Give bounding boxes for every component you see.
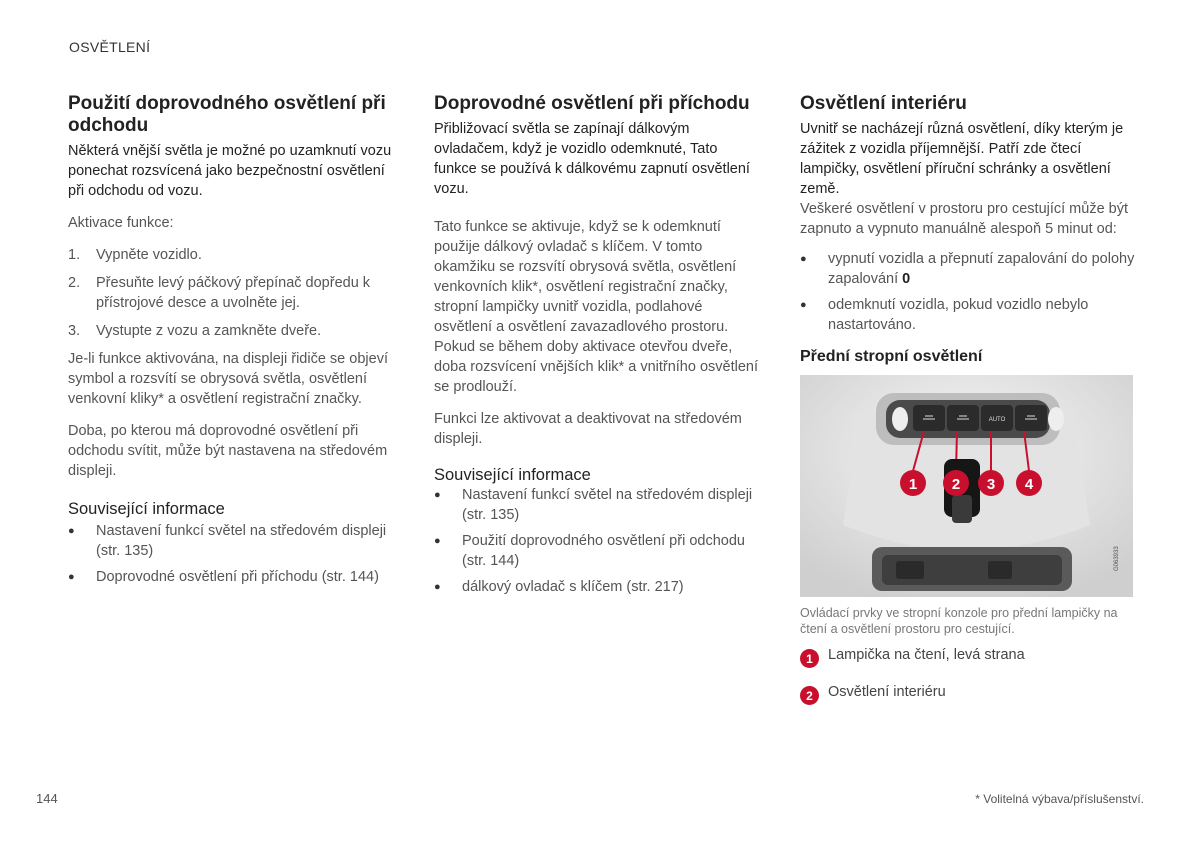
marker-4: [1016, 470, 1042, 496]
bullet-icon: ●: [434, 535, 441, 547]
legend: [800, 645, 1135, 705]
related-link[interactable]: ● Doprovodné osvětlení při příchodu (str. 144): [68, 569, 379, 585]
bullet-icon: ●: [800, 299, 807, 311]
column-departure-lighting: [68, 93, 398, 593]
bullet-icon: ●: [434, 489, 441, 501]
related-link[interactable]: ● Nastavení funkcí světel na středovém displeji (str. 135): [434, 487, 753, 523]
lead-paragraph: Uvnitř se nacházejí různá osvětlení, díky kterým je zážitek z vozidla příjemnější. Patří zde čtecí lampičky, osvětlení příruční schránky a osvětlení země.: [800, 121, 1124, 197]
number-badge-1: 1: [800, 649, 819, 668]
image-caption: Ovládací prvky ve stropní konzole pro přední lampičky na čtení a osvětlení prostoru pro cestující.: [800, 606, 1118, 636]
svg-text:1: 1: [908, 476, 918, 493]
body-paragraph: Tato funkce se aktivuje, když se k odemknutí použije dálkový ovladač s klíčem. V tomto okamžiku se rozsvítí obrysová světla, osvětlení venkovních klik*, osvětlení registrační značky, stropní lampičky uvnitř vozidla, podlahové osvětlení a osvětlení zavazadlového prostoru. Pokud se během doby aktivace otevřou dveře, doba rozsvícení vnějších klik* a vnitřního osvětlení se prodlouží.: [434, 219, 758, 395]
reading-light-right-button: [1015, 405, 1047, 431]
related-list: [434, 485, 764, 597]
section-header: OSVĚTLENÍ: [69, 39, 151, 55]
step-item: 1. Vypněte vozidlo.: [68, 247, 202, 263]
interior-light-button: [947, 405, 979, 431]
list-item: ● odemknutí vozidla, pokud vozidlo nebylo nastartováno.: [800, 297, 1089, 333]
ceiling-console-illustration: [800, 375, 1133, 597]
lead-paragraph: Některá vnější světla je možné po uzamknutí vozu ponechat rozsvícená jako bezpečnostní osvětlení při odchodu od vozu.: [68, 143, 392, 199]
bullet-icon: ●: [68, 525, 75, 537]
bullet-icon: ●: [434, 581, 441, 593]
related-title: Související informace: [434, 466, 591, 484]
body-paragraph: Veškeré osvětlení v prostoru pro cestující může být zapnuto a vypnuto manuálně alespoň 5 minut od:: [800, 201, 1129, 237]
footnote: * Volitelná výbava/příslušenství.: [975, 792, 1144, 806]
step-item: 3. Vystupte z vozu a zamkněte dveře.: [68, 323, 322, 339]
image-code: G063933: [1114, 546, 1120, 571]
body-paragraph: Funkci lze aktivovat a deaktivovat na středovém displeji.: [434, 411, 742, 447]
reading-light-left-button: [913, 405, 945, 431]
body-paragraph: Doba, po kterou má doprovodné osvětlení při odchodu svítit, může být nastavena na středovém displeji.: [68, 423, 388, 479]
svg-text:3: 3: [986, 476, 996, 493]
conditions-list: [800, 249, 1135, 335]
related-link[interactable]: ● Nastavení funkcí světel na středovém displeji (str. 135): [68, 523, 387, 559]
title-approach-lighting: Doprovodné osvětlení při příchodu: [434, 93, 750, 114]
subtitle-front-ceiling-lighting: Přední stropní osvětlení: [800, 348, 983, 365]
steps-list: [68, 245, 398, 341]
step-item: 2. Přesuňte levý páčkový přepínač dopředu k přístrojové desce a uvolněte jej.: [68, 275, 371, 311]
related-link[interactable]: ● Použití doprovodného osvětlení při odchodu (str. 144): [434, 533, 745, 569]
svg-text:4: 4: [1024, 476, 1034, 493]
marker-2: [943, 470, 969, 496]
title-interior-lighting: Osvětlení interiéru: [800, 93, 967, 114]
bullet-icon: ●: [800, 253, 807, 265]
legend-item: 2 Osvětlení interiéru: [800, 682, 1135, 705]
marker-3: [978, 470, 1004, 496]
column-interior-lighting: [800, 93, 1135, 719]
lead-paragraph: Přibližovací světla se zapínají dálkovým ovladačem, když je vozidlo odemknuté, Tato funkce se používá k dálkovému zapnutí osvětlení vozu.: [434, 121, 750, 197]
list-item: ● vypnutí vozidla a přepnutí zapalování do polohy zapalování 0: [800, 251, 1135, 287]
related-list: [68, 521, 398, 587]
auto-label: AUTO: [988, 417, 1006, 423]
activation-label: Aktivace funkce:: [68, 215, 174, 231]
marker-1: [900, 470, 926, 496]
related-title: Související informace: [68, 500, 225, 518]
title-departure-lighting: Použití doprovodného osvětlení při odchodu: [68, 93, 386, 136]
page-number: 144: [36, 791, 58, 806]
ceiling-console-photo: [800, 375, 1133, 597]
related-link[interactable]: ● dálkový ovladač s klíčem (str. 217): [434, 579, 684, 595]
body-paragraph: Je-li funkce aktivována, na displeji řidiče se objeví symbol a rozsvítí se obrysová světla, osvětlení venkovní kliky* a osvětlení registrační značky.: [68, 351, 388, 407]
column-approach-lighting: [434, 93, 764, 603]
bullet-icon: ●: [68, 571, 75, 583]
number-badge-2: 2: [800, 686, 819, 705]
legend-item: 1 Lampička na čtení, levá strana: [800, 645, 1135, 668]
svg-text:2: 2: [951, 476, 961, 493]
